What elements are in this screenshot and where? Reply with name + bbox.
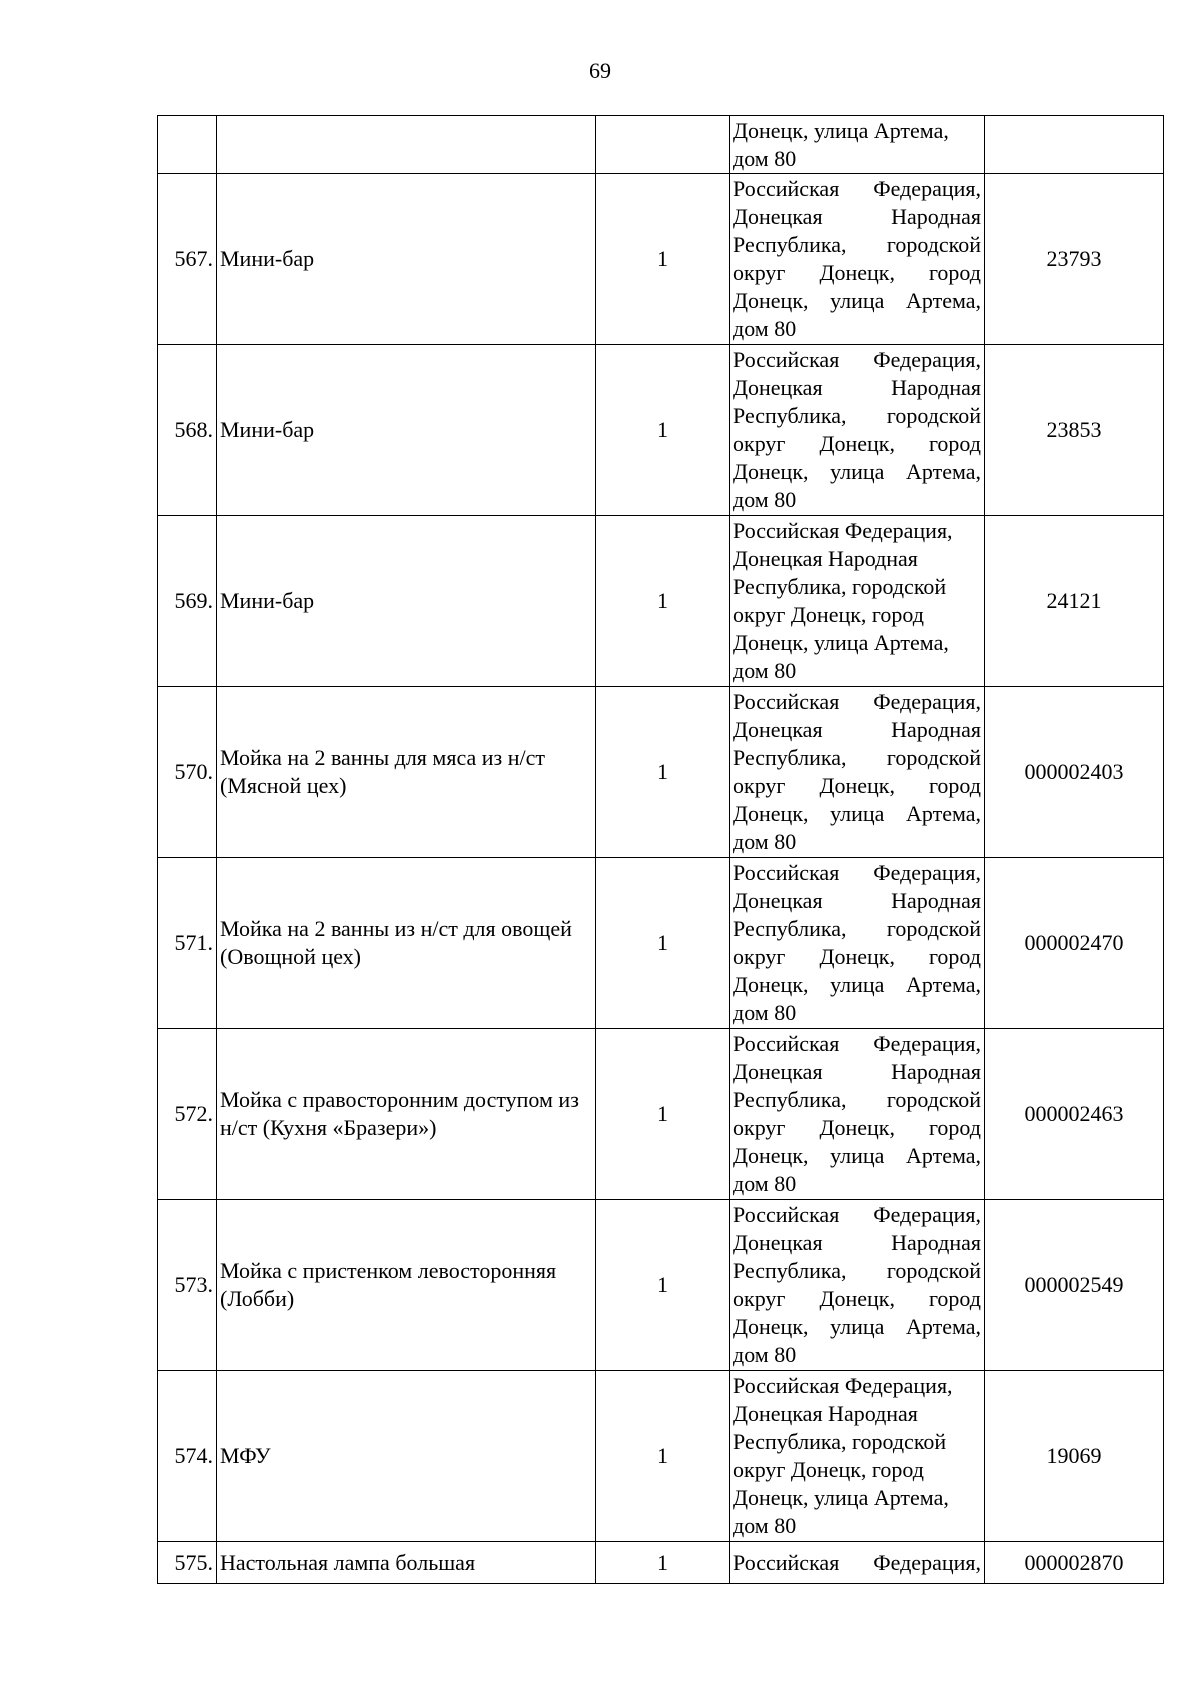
- item-quantity: 1: [596, 516, 730, 687]
- item-address: [730, 1371, 985, 1542]
- address-line: дом 80: [733, 829, 797, 854]
- table-row: [158, 174, 1164, 345]
- inventory-number: 23853: [985, 345, 1164, 516]
- item-address: [730, 345, 985, 516]
- address-line: Российская Федерация,: [733, 860, 981, 885]
- row-number: 573.: [158, 1200, 217, 1371]
- item-quantity: 1: [596, 1029, 730, 1200]
- item-address: [730, 858, 985, 1029]
- address-line: дом 80: [733, 145, 797, 171]
- row-number: [158, 116, 217, 174]
- table-row: [158, 1200, 1164, 1371]
- row-number: 572.: [158, 1029, 217, 1200]
- item-name: МФУ: [217, 1371, 596, 1542]
- row-number: 569.: [158, 516, 217, 687]
- row-number: 574.: [158, 1371, 217, 1542]
- item-quantity: 1: [596, 1371, 730, 1542]
- address-line: Российская Федерация,: [733, 689, 981, 714]
- address-line: Донецк, улица Артема,: [733, 801, 981, 826]
- item-quantity: 1: [596, 174, 730, 345]
- row-number: 571.: [158, 858, 217, 1029]
- address-line: Республика, городской: [733, 1258, 981, 1283]
- address-line: дом 80: [733, 658, 797, 683]
- item-address: [730, 1542, 985, 1584]
- address-line: Республика, городской: [733, 745, 981, 770]
- address-line: дом 80: [733, 1171, 797, 1196]
- address-line: Донецк, улица Артема,: [733, 117, 949, 143]
- address-line: Донецк, улица Артема,: [733, 459, 981, 484]
- inventory-number: 000002463: [985, 1029, 1164, 1200]
- item-quantity: 1: [596, 858, 730, 1029]
- address-line: Российская Федерация,: [733, 1202, 981, 1227]
- address-line: Донецкая Народная: [733, 375, 981, 400]
- address-line: Донецкая Народная: [733, 546, 918, 571]
- address-line: округ Донецк, город: [733, 602, 924, 627]
- address-line: Донецкая Народная: [733, 717, 981, 742]
- item-address: [730, 116, 985, 174]
- address-line: Республика, городской: [733, 232, 981, 257]
- address-line: Российская Федерация,: [733, 518, 953, 543]
- address-line: округ Донецк, город: [733, 1457, 924, 1482]
- address-line: округ Донецк, город: [733, 773, 981, 798]
- inventory-number: 000002870: [985, 1542, 1164, 1584]
- item-name: Мойка на 2 ванны из н/ст для овощей (Овощной цех): [217, 858, 596, 1029]
- page-number: 69: [589, 58, 611, 83]
- address-line: дом 80: [733, 1342, 797, 1367]
- address-line: округ Донецк, город: [733, 1286, 981, 1311]
- item-quantity: 1: [596, 345, 730, 516]
- address-line: Донецк, улица Артема,: [733, 1485, 949, 1510]
- address-line: Российская Федерация,: [733, 347, 981, 372]
- table-row: [158, 1542, 1164, 1584]
- item-quantity: 1: [596, 1542, 730, 1584]
- address-line: Российская Федерация,: [733, 1031, 981, 1056]
- item-name: Мини-бар: [217, 174, 596, 345]
- item-quantity: 1: [596, 1200, 730, 1371]
- inventory-number: 000002470: [985, 858, 1164, 1029]
- address-line: округ Донецк, город: [733, 944, 981, 969]
- inventory-table: [157, 115, 1164, 1584]
- table-row: [158, 1371, 1164, 1542]
- address-line: дом 80: [733, 1000, 797, 1025]
- table-row: [158, 858, 1164, 1029]
- address-line: дом 80: [733, 487, 797, 512]
- address-line: Донецк, улица Артема,: [733, 630, 949, 655]
- table-row: [158, 516, 1164, 687]
- address-line: Республика, городской: [733, 916, 981, 941]
- address-line: округ Донецк, город: [733, 1115, 981, 1140]
- address-line: Республика, городской: [733, 574, 947, 599]
- row-number: 570.: [158, 687, 217, 858]
- address-line: Республика, городской: [733, 1087, 981, 1112]
- row-number: 567.: [158, 174, 217, 345]
- inventory-number: 24121: [985, 516, 1164, 687]
- row-number: 575.: [158, 1542, 217, 1584]
- item-name: Мойка на 2 ванны для мяса из н/ст (Мясной цех): [217, 687, 596, 858]
- item-quantity: 1: [596, 687, 730, 858]
- item-address: [730, 516, 985, 687]
- table-row: [158, 1029, 1164, 1200]
- inventory-number: 000002403: [985, 687, 1164, 858]
- item-name: [217, 116, 596, 174]
- table-row: [158, 687, 1164, 858]
- address-line: Донецкая Народная: [733, 888, 981, 913]
- address-line: Российская Федерация,: [733, 1549, 981, 1575]
- address-line: Российская Федерация,: [733, 176, 981, 201]
- item-name: Мойка с пристенком левосторонняя (Лобби): [217, 1200, 596, 1371]
- item-name: Мини-бар: [217, 345, 596, 516]
- item-name: Мини-бар: [217, 516, 596, 687]
- inventory-number: 000002549: [985, 1200, 1164, 1371]
- item-name: Настольная лампа большая: [217, 1542, 596, 1584]
- inventory-number: [985, 116, 1164, 174]
- item-quantity: [596, 116, 730, 174]
- item-address: [730, 687, 985, 858]
- address-line: Донецкая Народная: [733, 204, 981, 229]
- address-line: Донецк, улица Артема,: [733, 288, 981, 313]
- table-row: [158, 116, 1164, 174]
- item-address: [730, 1029, 985, 1200]
- address-line: дом 80: [733, 1513, 797, 1538]
- item-address: [730, 174, 985, 345]
- address-line: Донецк, улица Артема,: [733, 972, 981, 997]
- item-address: [730, 1200, 985, 1371]
- item-name: Мойка с правосторонним доступом из н/ст (Кухня «Бразери»): [217, 1029, 596, 1200]
- address-line: округ Донецк, город: [733, 431, 981, 456]
- address-line: Донецк, улица Артема,: [733, 1314, 981, 1339]
- inventory-number: 19069: [985, 1371, 1164, 1542]
- address-line: Донецкая Народная: [733, 1059, 981, 1084]
- table-row: [158, 345, 1164, 516]
- inventory-number: 23793: [985, 174, 1164, 345]
- address-line: Республика, городской: [733, 1429, 947, 1454]
- address-line: дом 80: [733, 316, 797, 341]
- row-number: 568.: [158, 345, 217, 516]
- address-line: Российская Федерация,: [733, 1373, 953, 1398]
- address-line: Республика, городской: [733, 403, 981, 428]
- address-line: округ Донецк, город: [733, 260, 981, 285]
- address-line: Донецкая Народная: [733, 1230, 981, 1255]
- address-line: Донецк, улица Артема,: [733, 1143, 981, 1168]
- address-line: Донецкая Народная: [733, 1401, 918, 1426]
